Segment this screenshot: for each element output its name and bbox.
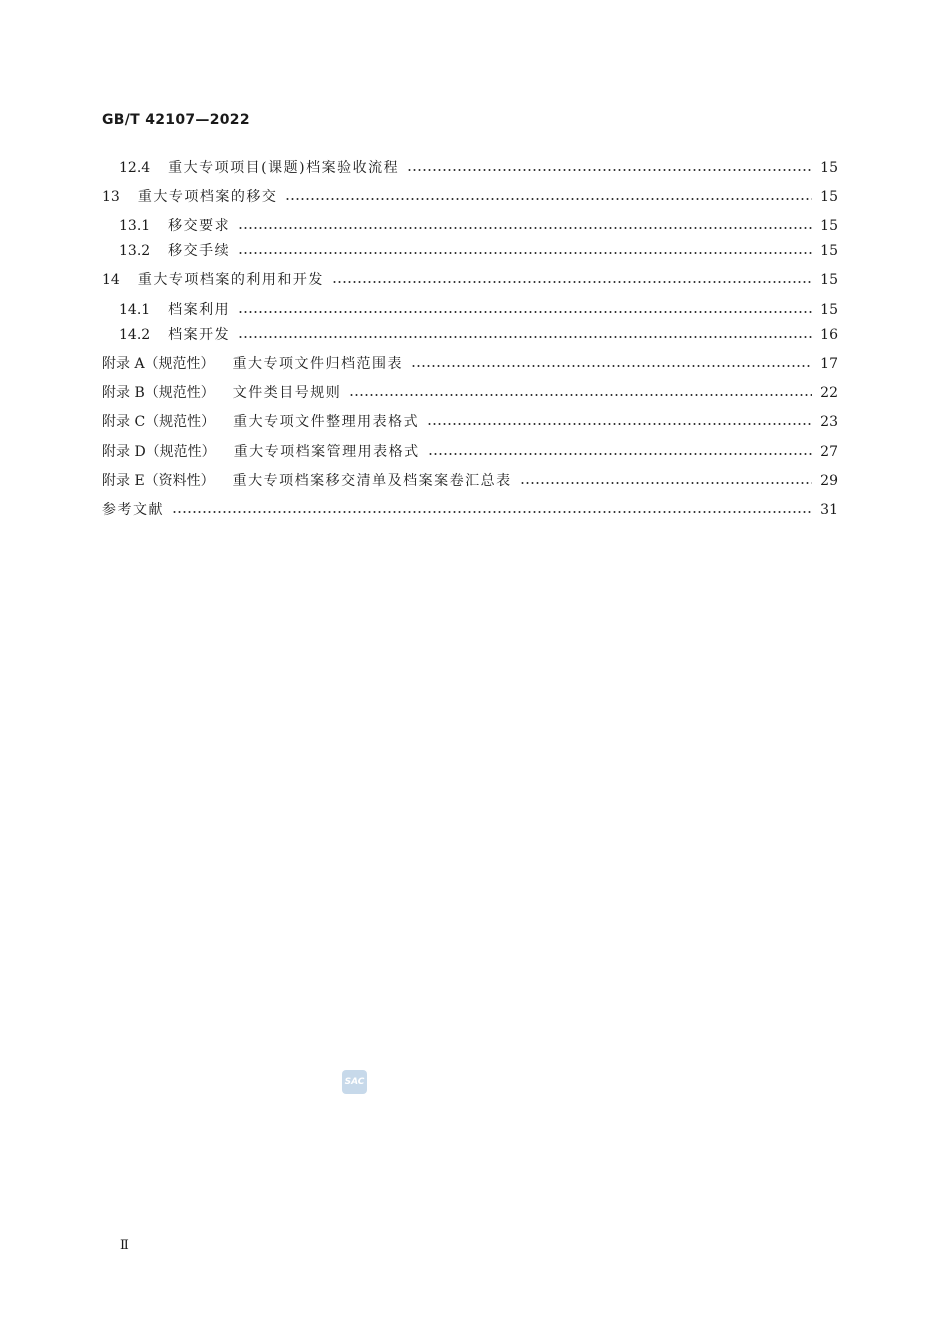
- toc-entry[interactable]: [102, 187, 838, 207]
- toc-entry-page: 15: [820, 243, 838, 259]
- toc-entry-page: 31: [820, 502, 838, 518]
- toc-leader-dots: [238, 336, 812, 338]
- toc-entry-number: 14: [102, 272, 120, 288]
- toc-leader-dots: [427, 423, 812, 425]
- toc-entry-number: 13: [102, 189, 120, 205]
- toc-entry-title: 重大专项项目(课题)档案验收流程: [168, 160, 400, 176]
- toc-entry-page: 15: [820, 302, 838, 318]
- toc-entry-number: 附录 C（规范性）: [102, 414, 216, 430]
- toc-entry-page: 16: [820, 327, 838, 343]
- toc-entry-number: 13.2: [119, 243, 151, 259]
- toc-entry-title: 重大专项档案管理用表格式: [233, 444, 420, 460]
- toc-entry-title: 档案开发: [168, 327, 231, 343]
- toc-entry[interactable]: [102, 383, 838, 403]
- toc-entry-number: 附录 A（规范性）: [102, 356, 215, 372]
- toc-entry[interactable]: [102, 158, 838, 178]
- toc-entry-number: 附录 E（资料性）: [102, 473, 215, 489]
- standard-code: GB/T 42107—2022: [102, 112, 250, 128]
- toc-entry[interactable]: [102, 325, 838, 345]
- toc-entry[interactable]: [102, 216, 838, 236]
- toc-entry[interactable]: [102, 500, 838, 520]
- toc-entry-page: 22: [820, 385, 838, 401]
- toc-leader-dots: [238, 227, 812, 229]
- toc-leader-dots: [332, 281, 812, 283]
- toc-entry-number: 附录 B（规范性）: [102, 385, 215, 401]
- toc-entry[interactable]: [102, 471, 838, 491]
- toc-leader-dots: [349, 394, 812, 396]
- toc-leader-dots: [520, 482, 813, 484]
- toc-entry-page: 17: [820, 356, 838, 372]
- toc-entry[interactable]: [102, 354, 838, 374]
- toc-entry[interactable]: [102, 270, 838, 290]
- toc-entry-title: 重大专项档案移交清单及档案案卷汇总表: [232, 473, 512, 489]
- toc-entry[interactable]: [102, 442, 838, 462]
- page-number: Ⅱ: [120, 1238, 129, 1253]
- toc-entry[interactable]: [102, 241, 838, 261]
- toc-entry-page: 15: [820, 160, 838, 176]
- toc-entry-page: 29: [820, 473, 838, 489]
- toc-entry-title: 重大专项档案的利用和开发: [137, 272, 324, 288]
- toc-leader-dots: [407, 169, 812, 171]
- toc-entry-page: 15: [820, 272, 838, 288]
- toc-entry-number: 12.4: [119, 160, 151, 176]
- toc-entry-title: 移交手续: [168, 243, 231, 259]
- toc-entry[interactable]: [102, 412, 838, 432]
- toc-entry-page: 23: [820, 414, 838, 430]
- toc-leader-dots: [238, 311, 812, 313]
- toc-entry-page: 15: [820, 189, 838, 205]
- toc-entry-number: 13.1: [119, 218, 151, 234]
- toc-entry-number: 14.2: [119, 327, 151, 343]
- toc-leader-dots: [411, 365, 812, 367]
- toc-entry-title: 参考文献: [102, 502, 164, 518]
- toc-entry-number: 附录 D（规范性）: [102, 444, 216, 460]
- toc-entry-title: 文件类目号规则: [232, 385, 342, 401]
- toc-leader-dots: [172, 511, 812, 513]
- toc-entry-title: 档案利用: [168, 302, 231, 318]
- toc-leader-dots: [238, 252, 812, 254]
- toc-leader-dots: [285, 198, 812, 200]
- toc-entry-title: 重大专项文件整理用表格式: [233, 414, 420, 430]
- toc-entry-page: 27: [820, 444, 838, 460]
- toc-entry-page: 15: [820, 218, 838, 234]
- toc-leader-dots: [428, 453, 812, 455]
- sac-logo-icon: SAC: [342, 1070, 367, 1094]
- toc-entry-title: 重大专项文件归档范围表: [232, 356, 404, 372]
- toc-entry-title: 重大专项档案的移交: [137, 189, 278, 205]
- toc-entry-number: 14.1: [119, 302, 151, 318]
- toc-entry-title: 移交要求: [168, 218, 231, 234]
- toc-entry[interactable]: [102, 300, 838, 320]
